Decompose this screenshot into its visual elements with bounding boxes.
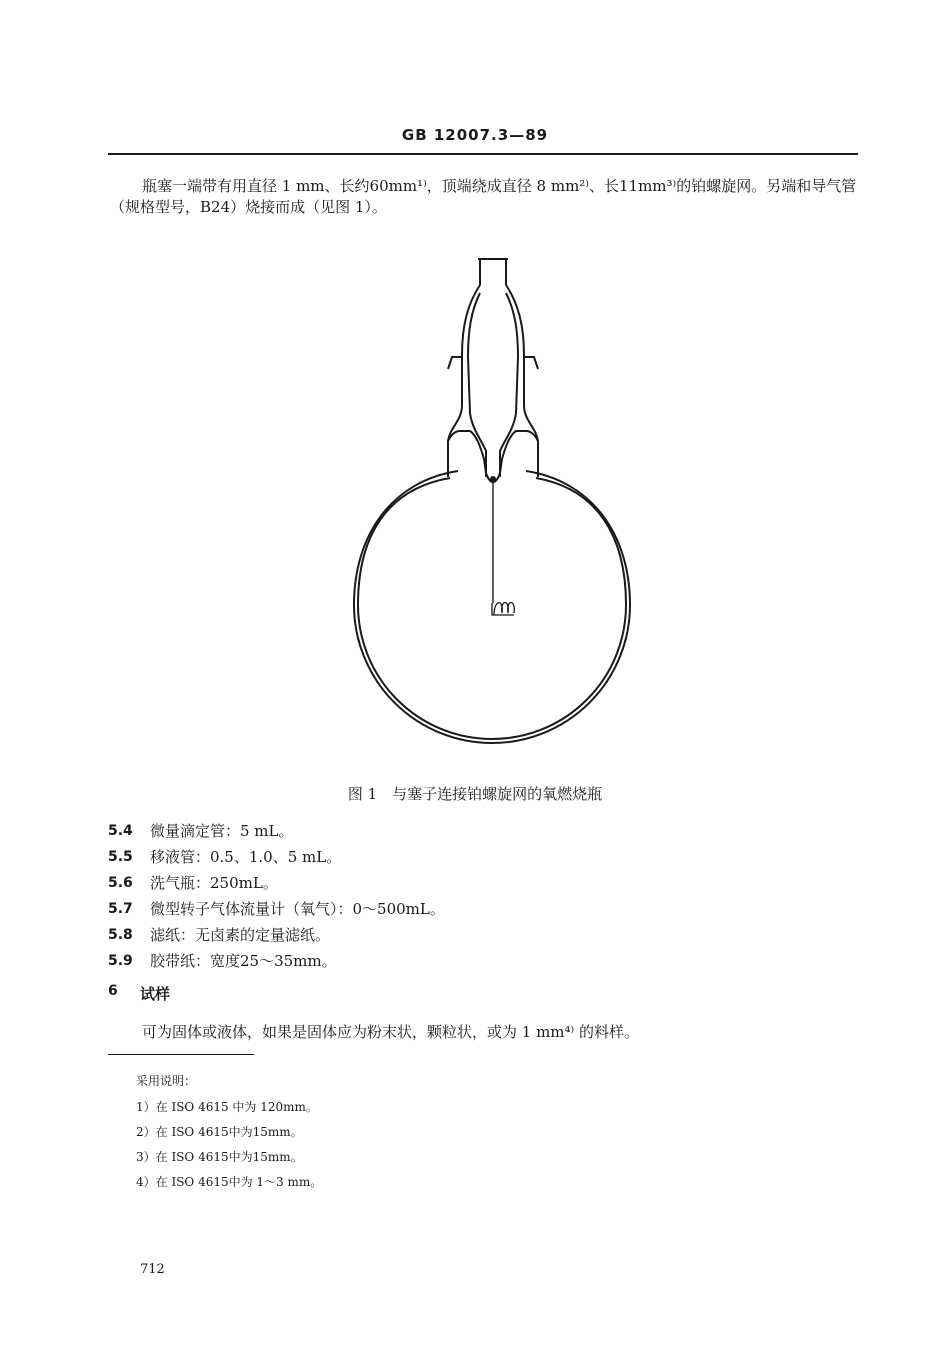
list-item xyxy=(108,898,445,924)
item-number: 5.5 xyxy=(108,849,133,865)
item-text: 洗气瓶：250mL。 xyxy=(150,874,278,892)
intro-paragraph: 瓶塞一端带有用直径 1 mm、长约60mm¹⁾，顶端绕成直径 8 mm²⁾、长11mm³⁾的铂螺旋网。另端和导气管（规格型号，B24）烧接而成（见图 1）。 xyxy=(110,177,857,216)
page-number: 712 xyxy=(140,1262,165,1277)
item-number: 5.7 xyxy=(108,901,133,917)
header-rule xyxy=(108,153,858,155)
item-text: 微型转子气体流量计（氧气）：0～500mL。 xyxy=(150,900,445,918)
item-number: 5.4 xyxy=(108,823,133,839)
section-number: 6 xyxy=(108,983,118,999)
document-header: GB 12007.3—89 xyxy=(401,126,549,144)
list-item xyxy=(108,924,445,950)
footnote: 3）在 ISO 4615中为15mm。 xyxy=(136,1150,303,1164)
item-number: 5.8 xyxy=(108,927,133,943)
item-text: 移液管：0.5、1.0、5 mL。 xyxy=(150,848,342,866)
footnote: 2）在 ISO 4615中为15mm。 xyxy=(136,1125,303,1139)
item-number: 5.6 xyxy=(108,875,133,891)
item-text: 滤纸：无卤素的定量滤纸。 xyxy=(150,926,331,944)
item-text: 胶带纸：宽度25～35mm。 xyxy=(150,952,337,970)
list-item xyxy=(108,820,445,846)
notes-title: 采用说明： xyxy=(136,1074,197,1088)
figure-caption: 图 1 与塞子连接铂螺旋网的氧燃烧瓶 xyxy=(347,785,603,803)
footnote: 1）在 ISO 4615 中为 120mm。 xyxy=(136,1100,318,1114)
section-heading xyxy=(108,983,170,1004)
list-item xyxy=(108,846,445,872)
oxygen-flask-figure xyxy=(330,245,650,755)
list-item xyxy=(108,950,445,976)
sample-paragraph: 可为固体或液体，如果是固体应为粉末状，颗粒状，或为 1 mm⁴⁾ 的料样。 xyxy=(142,1023,639,1041)
item-number: 5.9 xyxy=(108,953,133,969)
footnote-rule xyxy=(108,1054,254,1055)
item-text: 微量滴定管：5 mL。 xyxy=(150,822,294,840)
footnote: 4）在 ISO 4615中为 1～3 mm。 xyxy=(136,1175,323,1189)
section-title: 试样 xyxy=(140,985,171,1003)
platinum-spiral xyxy=(492,603,514,616)
list-item xyxy=(108,872,445,898)
equipment-list xyxy=(108,820,445,976)
